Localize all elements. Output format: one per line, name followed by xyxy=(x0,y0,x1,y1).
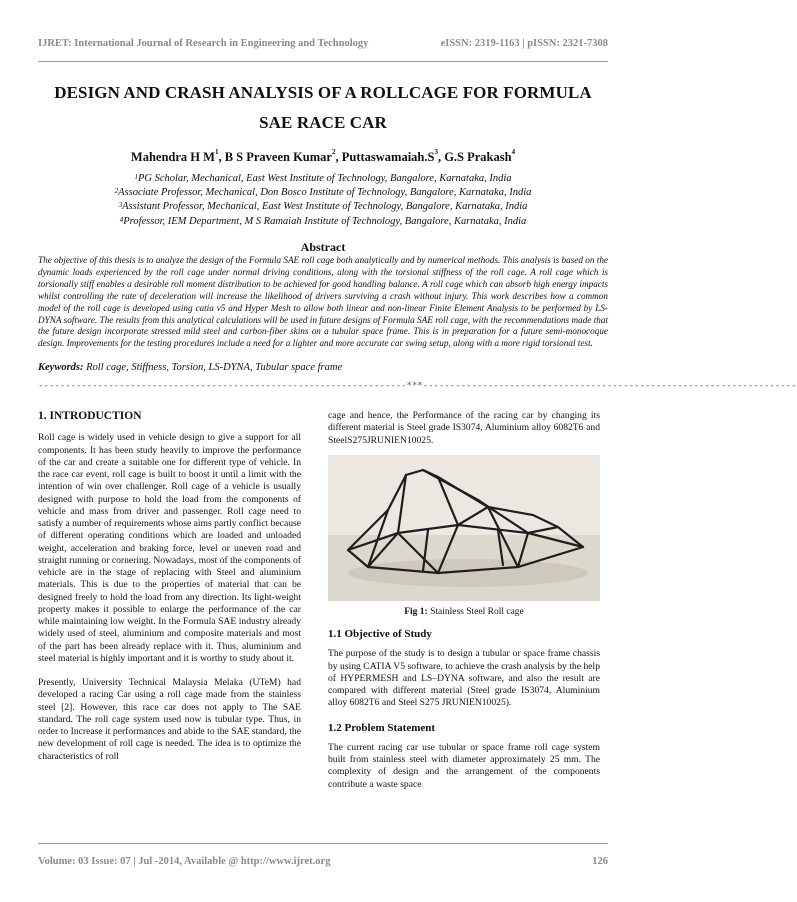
section-heading-introduction: 1. INTRODUCTION xyxy=(38,410,142,422)
affiliation xyxy=(38,172,608,186)
author-sup: 4 xyxy=(511,148,516,156)
affiliation-list xyxy=(38,172,608,229)
abstract-heading: Abstract xyxy=(300,240,346,254)
author-sup: 2 xyxy=(331,148,336,156)
frame-shadow xyxy=(348,559,588,587)
intro-paragraph-1: Roll cage is widely used in vehicle design to give a support for all components. It has been study heavily to improve the performance of the car and create a suitable one for different type of vehicle. In the race car event, roll cage is built to boost it until a limit with the intention of win over challenger. Roll cage of a vehicle is usually designed with purpose to hold the load from the components of vehicle and mass from driver and passenger. Roll cage need to satisfy a number of requirements whose aims partly conflict because of different operating conditions which are loaded and unloaded weight, acceleration and braking force, level or uneven road and straight running or cornering. Nowadays, most of the components of vehicle are in the stage of replacing with Steel and aluminium materials. This is due to the properties of material that can be designed freely to hold the load from any direction. Its light-weight property makes it possible to enlarge the performance of the car while maintaining low weight. In the Formula SAE industry already widely used of steel, aluminium and composite materials and most of the part has been already replace with it. Thus, aluminium and steel material is highly important and it is worthy to study about it. xyxy=(38,432,301,664)
author-sep: , xyxy=(437,150,445,164)
affiliation-text: Associate Professor, Mechanical, Don Bosco Institute of Technology, Bangalore, Karnataka, India xyxy=(118,187,532,199)
running-footer xyxy=(38,856,608,872)
figure-caption xyxy=(328,606,600,618)
author-list xyxy=(38,150,608,165)
keywords-text: Roll cage, Stiffness, Torsion, LS-DYNA, Tubular space frame xyxy=(86,362,343,373)
volume-info: Volume: 03 Issue: 07 | Jul -2014, Available @ http://www.ijret.org xyxy=(38,856,331,867)
page-number: 126 xyxy=(592,856,608,867)
abstract-text: The objective of this thesis is to analyze the design of the Formula SAE roll cage both analytically and by numerical methods. This analysis is based on the dynamic loads experienced by the roll cage under normal driving conditions, along with the torsional stiffness of the roll cage. A roll cage which is torsionally stiff enables a desirable roll moment distribution to be achieved for good handling balance. A roll cage which can absorb high energy impacts whilst controlling the rate of deceleration will increase the likelihood of drivers surviving a crash without injury. This work describes how a common model of the roll cage is developed using catia v5 and Hyper Mesh to allow both linear and non-linear Finite Element Analysis to be performed by LS-DYNA software. The results from this analytical calculations will be used in future designs of Formula SAE roll cage, with the recommendations made that the future design incorporate stressed mild steel and carbon-fiber skins on a tubular space frame. This is in preparation for a future semi-monocoque design. Improvements for the testing procedures include a need for a lighter and more accurate car swing setup, along with a more rigid torsional test. xyxy=(38,255,608,349)
author-name: G.S Prakash xyxy=(444,150,512,164)
author-sup: 3 xyxy=(434,148,438,156)
affiliation-text: Professor, IEM Department, M S Ramaiah Institute of Technology, Bangalore, Karnataka, India xyxy=(123,215,527,227)
author-sep: , xyxy=(218,150,225,164)
author-name: Puttaswamaiah.S xyxy=(341,150,435,164)
paper-title xyxy=(38,78,608,138)
section-heading-objective: 1.1 Objective of Study xyxy=(328,628,432,640)
figure-label: Fig 1: xyxy=(404,606,428,617)
journal-name: IJRET: International Journal of Research in Engineering and Technology xyxy=(38,38,369,49)
author-sep: , xyxy=(335,150,342,164)
rollcage-illustration xyxy=(328,455,600,601)
author-name: B S Praveen Kumar xyxy=(224,150,332,164)
running-header xyxy=(38,38,608,54)
affiliation-sup: 4 xyxy=(119,215,124,224)
affiliation-text: PG Scholar, Mechanical, East West Institute of Technology, Bangalore, Karnataka, India xyxy=(137,173,512,184)
title-line-1: DESIGN AND CRASH ANALYSIS OF A ROLLCAGE FOR FORMULA xyxy=(54,83,592,102)
title-line-2: SAE RACE CAR xyxy=(259,113,387,132)
author-name: Mahendra H M xyxy=(130,150,215,164)
keywords-label: Keywords: xyxy=(38,362,84,373)
intro-paragraph-3: cage and hence, the Performance of the racing car by changing its different material is Steel grade IS3074, Aluminium alloy 6082T6 and SteelS275JRUNIEN10025. xyxy=(328,410,600,446)
affiliation-sup: 1 xyxy=(134,173,138,181)
affiliation xyxy=(38,186,608,200)
section-heading-problem: 1.2 Problem Statement xyxy=(328,721,436,734)
section-divider: --------------------------------------------------------------------***--------------------------------------------------------------------- xyxy=(38,381,797,391)
intro-paragraph-2: Presently, University Technical Malaysia Melaka (UTeM) had developed a racing Car using a roll cage made from the stainless steel [2]. However, this race car does not apply to The SAE standard. The roll cage system used now is tubular type. Thus, in order to Increase it performances and abide to the SAE standard, the new development of roll cage is needed. The idea is to optimize the characteristics of roll xyxy=(38,677,301,762)
affiliation xyxy=(38,215,608,229)
affiliation xyxy=(38,200,608,214)
objective-paragraph: The purpose of the study is to design a tubular or space frame chassis by using CATIA V5 software, to achieve the crash analysis by the help of HYPERMESH and LS–DYNA software, and also the result are compared with different material (Steel grade IS3074, Aluminium alloy 6082T6 and Steel S275 JRUNIEN10025). xyxy=(328,648,600,709)
author-sup: 1 xyxy=(214,148,219,156)
keywords xyxy=(38,362,608,373)
affiliation-sup: 2 xyxy=(114,187,119,196)
affiliation-sup: 3 xyxy=(118,201,123,210)
footer-rule xyxy=(38,843,608,844)
problem-paragraph: The current racing car use tubular or space frame roll cage system built from stainless steel with diameter approximately 25 mm. The complexity of design and the arrangement of the components contribute a waste space xyxy=(328,741,600,790)
header-rule xyxy=(38,61,608,62)
rollcage-photo xyxy=(328,455,600,601)
right-column xyxy=(328,410,600,791)
issn: eISSN: 2319-1163 | pISSN: 2321-7308 xyxy=(440,38,608,49)
figure-caption-text: Stainless Steel Roll cage xyxy=(430,606,524,617)
affiliation-text: Assistant Professor, Mechanical, East West Institute of Technology, Bangalore, Karnataka, India xyxy=(122,201,528,213)
left-column xyxy=(38,410,301,775)
photo-background xyxy=(328,455,600,535)
